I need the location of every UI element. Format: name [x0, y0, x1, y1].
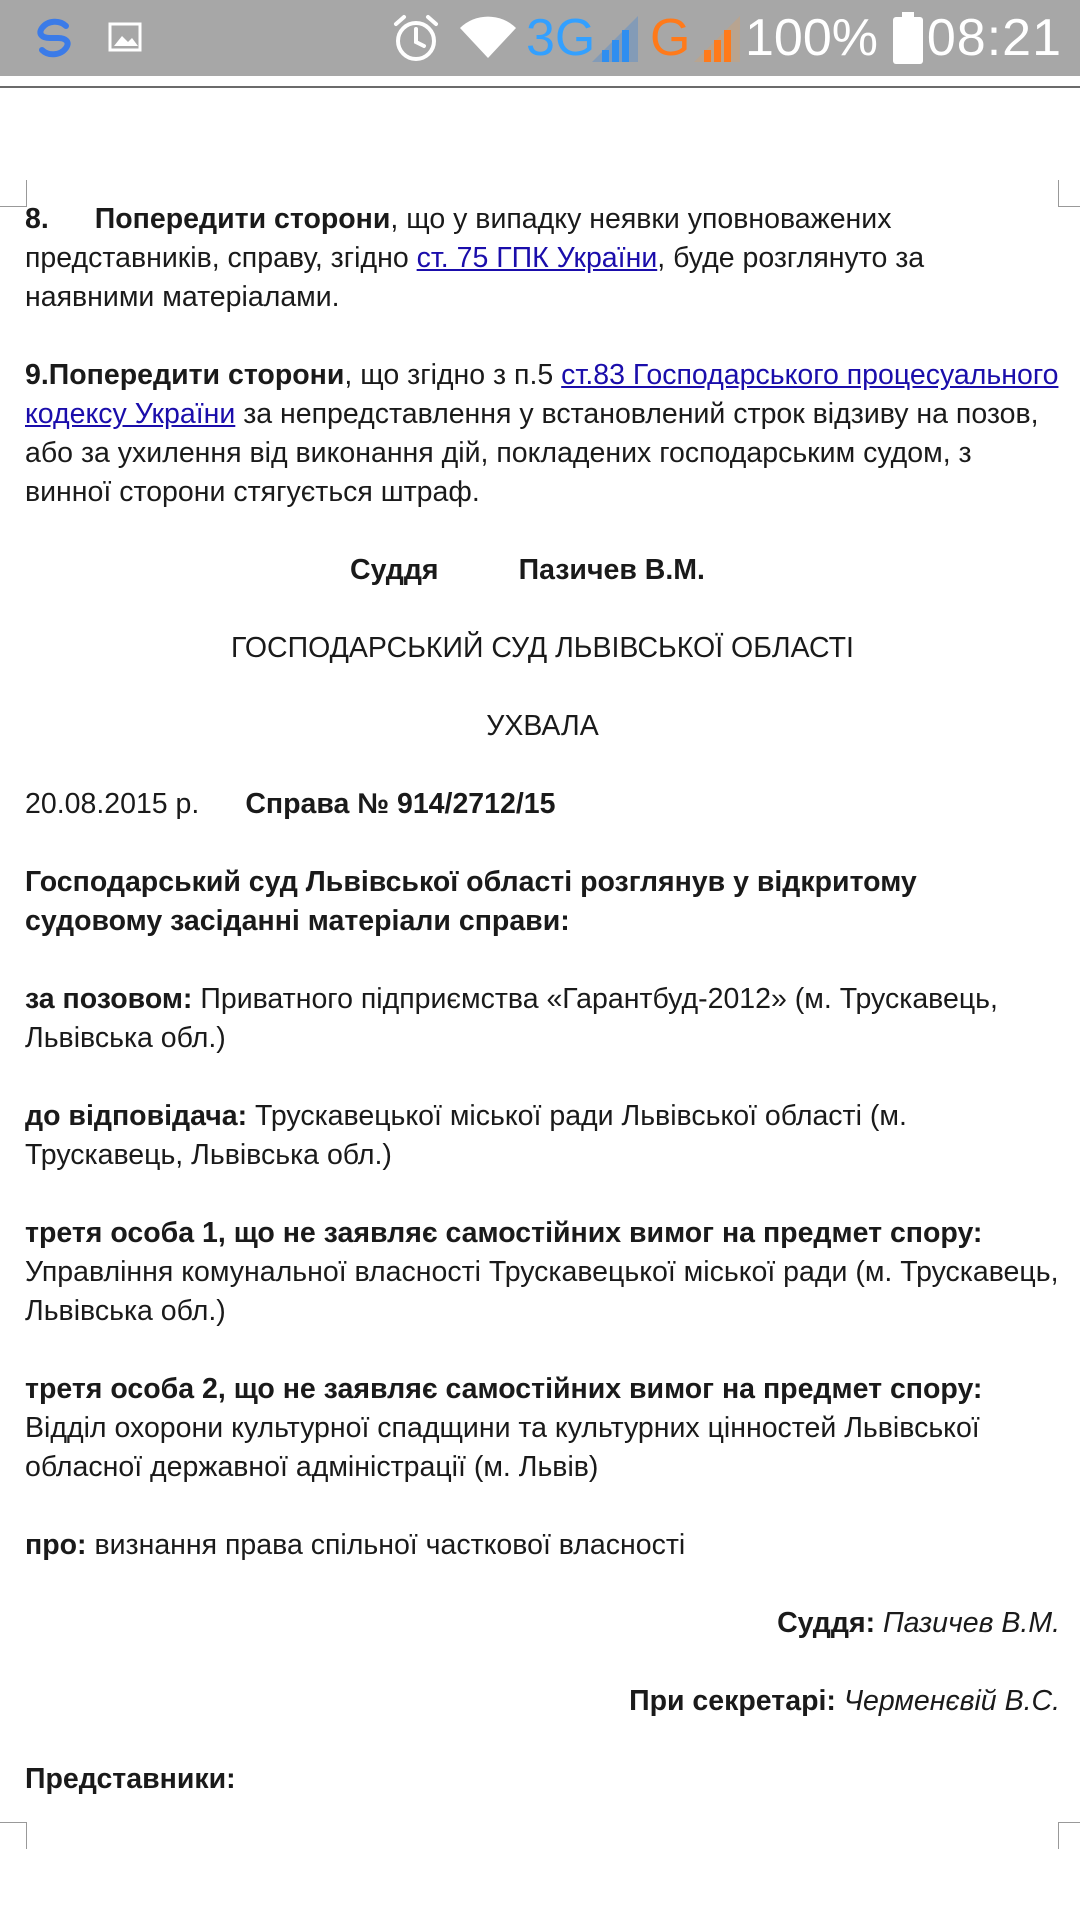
item-text: , що згідно з п.5 — [344, 359, 562, 391]
signal-icon — [692, 14, 742, 64]
network-g-label: G — [650, 9, 691, 67]
court-title: ГОСПОДАРСЬКИЙ СУД ЛЬВІВСЬКОЇ ОБЛАСТІ — [231, 632, 854, 664]
item-text: за непредставлення у встановлений строк відзиву на позов, або за ухилення від виконання дій, покладених господарським судом, з винної сторони стягується штраф. — [25, 398, 1039, 508]
third-party-2-text: Відділ охорони культурної спадщини та культурних цінностей Львівської обласної державної адміністрації (м. Львів) — [25, 1412, 980, 1483]
representatives-heading — [25, 1760, 1060, 1799]
item-text: , буде розглянуто за наявними матеріалами. — [25, 242, 925, 313]
battery-icon — [893, 12, 923, 64]
case-number: Справа № 914/2712/15 — [245, 788, 556, 820]
doc-type-title: УХВАЛА — [486, 710, 599, 742]
page-corner-mark — [1058, 180, 1080, 207]
law-link-art83[interactable]: ст.83 Господарського процесуального кодексу України — [25, 359, 1059, 430]
third-party-1-label: третя особа 1, що не заявляє самостійних вимог на предмет спору: — [25, 1217, 983, 1249]
wifi-icon — [458, 12, 518, 62]
sync-icon — [30, 14, 78, 62]
representatives-label: Представники: — [25, 1763, 236, 1795]
toolbar-divider — [0, 76, 1080, 88]
subject-text: визнання права спільної часткової власності — [86, 1529, 686, 1561]
alarm-icon — [390, 12, 442, 64]
item-bold-lead: 9.Попередити сторони — [25, 359, 345, 391]
signal-icon — [590, 14, 640, 64]
paragraph-item-8 — [25, 200, 1060, 317]
secretary-name: Черменєвій В.С. — [843, 1685, 1060, 1717]
third-party-1-paragraph — [25, 1214, 1060, 1331]
defendant-text: Трускавецької міської ради Львівської області (м. Трускавець, Львівська обл.) — [25, 1100, 907, 1171]
clock-time: 08:21 — [926, 9, 1062, 67]
secretary-line — [25, 1682, 1060, 1721]
judge-label: Суддя — [350, 554, 439, 586]
subject-paragraph — [25, 1526, 1060, 1565]
defendant-paragraph — [25, 1097, 1060, 1175]
paragraph-item-9 — [25, 356, 1060, 512]
subject-label: про: — [25, 1529, 87, 1561]
status-bar — [0, 0, 1080, 76]
item-text: , що у випадку неявки уповноважених представників, справу, згідно — [25, 203, 892, 274]
network-3g-label: 3G — [526, 9, 596, 67]
judge-line — [25, 551, 1060, 590]
plaintiff-paragraph — [25, 980, 1060, 1058]
page-corner-mark — [0, 180, 27, 207]
judge-name: Пазичев В.М. — [518, 554, 705, 586]
judge-signature-line — [25, 1604, 1060, 1643]
intro-paragraph — [25, 863, 1060, 941]
secretary-label: При секретарі: — [629, 1685, 836, 1717]
plaintiff-text: Приватного підприємства «Гарантбуд-2012» (м. Трускавець, Львівська обл.) — [25, 983, 998, 1054]
document-body — [25, 200, 1060, 1799]
page-corner-mark — [1058, 1822, 1080, 1849]
item-number: 8. — [25, 203, 49, 235]
image-icon — [108, 22, 142, 52]
page-corner-mark — [0, 1822, 27, 1849]
battery-percent: 100% — [745, 9, 878, 67]
item-bold-lead: Попередити сторони — [94, 203, 391, 235]
judge-sig-label: Суддя: — [777, 1607, 876, 1639]
date-case-line — [25, 785, 1060, 824]
defendant-label: до відповідача: — [25, 1100, 248, 1132]
law-link-art75[interactable]: ст. 75 ГПК України — [416, 242, 658, 274]
third-party-1-text: Управління комунальної власності Трускавецької міської ради (м. Трускавець, Львівська обл.) — [25, 1256, 1059, 1327]
third-party-2-paragraph — [25, 1370, 1060, 1487]
decision-date: 20.08.2015 р. — [25, 788, 200, 820]
third-party-2-label: третя особа 2, що не заявляє самостійних вимог на предмет спору: — [25, 1373, 983, 1405]
plaintiff-label: за позовом: — [25, 983, 193, 1015]
intro-text: Господарський суд Львівської області розглянув у відкритому судовому засіданні матеріали справи: — [25, 866, 917, 937]
judge-sig-name: Пазичев В.М. — [883, 1607, 1060, 1639]
